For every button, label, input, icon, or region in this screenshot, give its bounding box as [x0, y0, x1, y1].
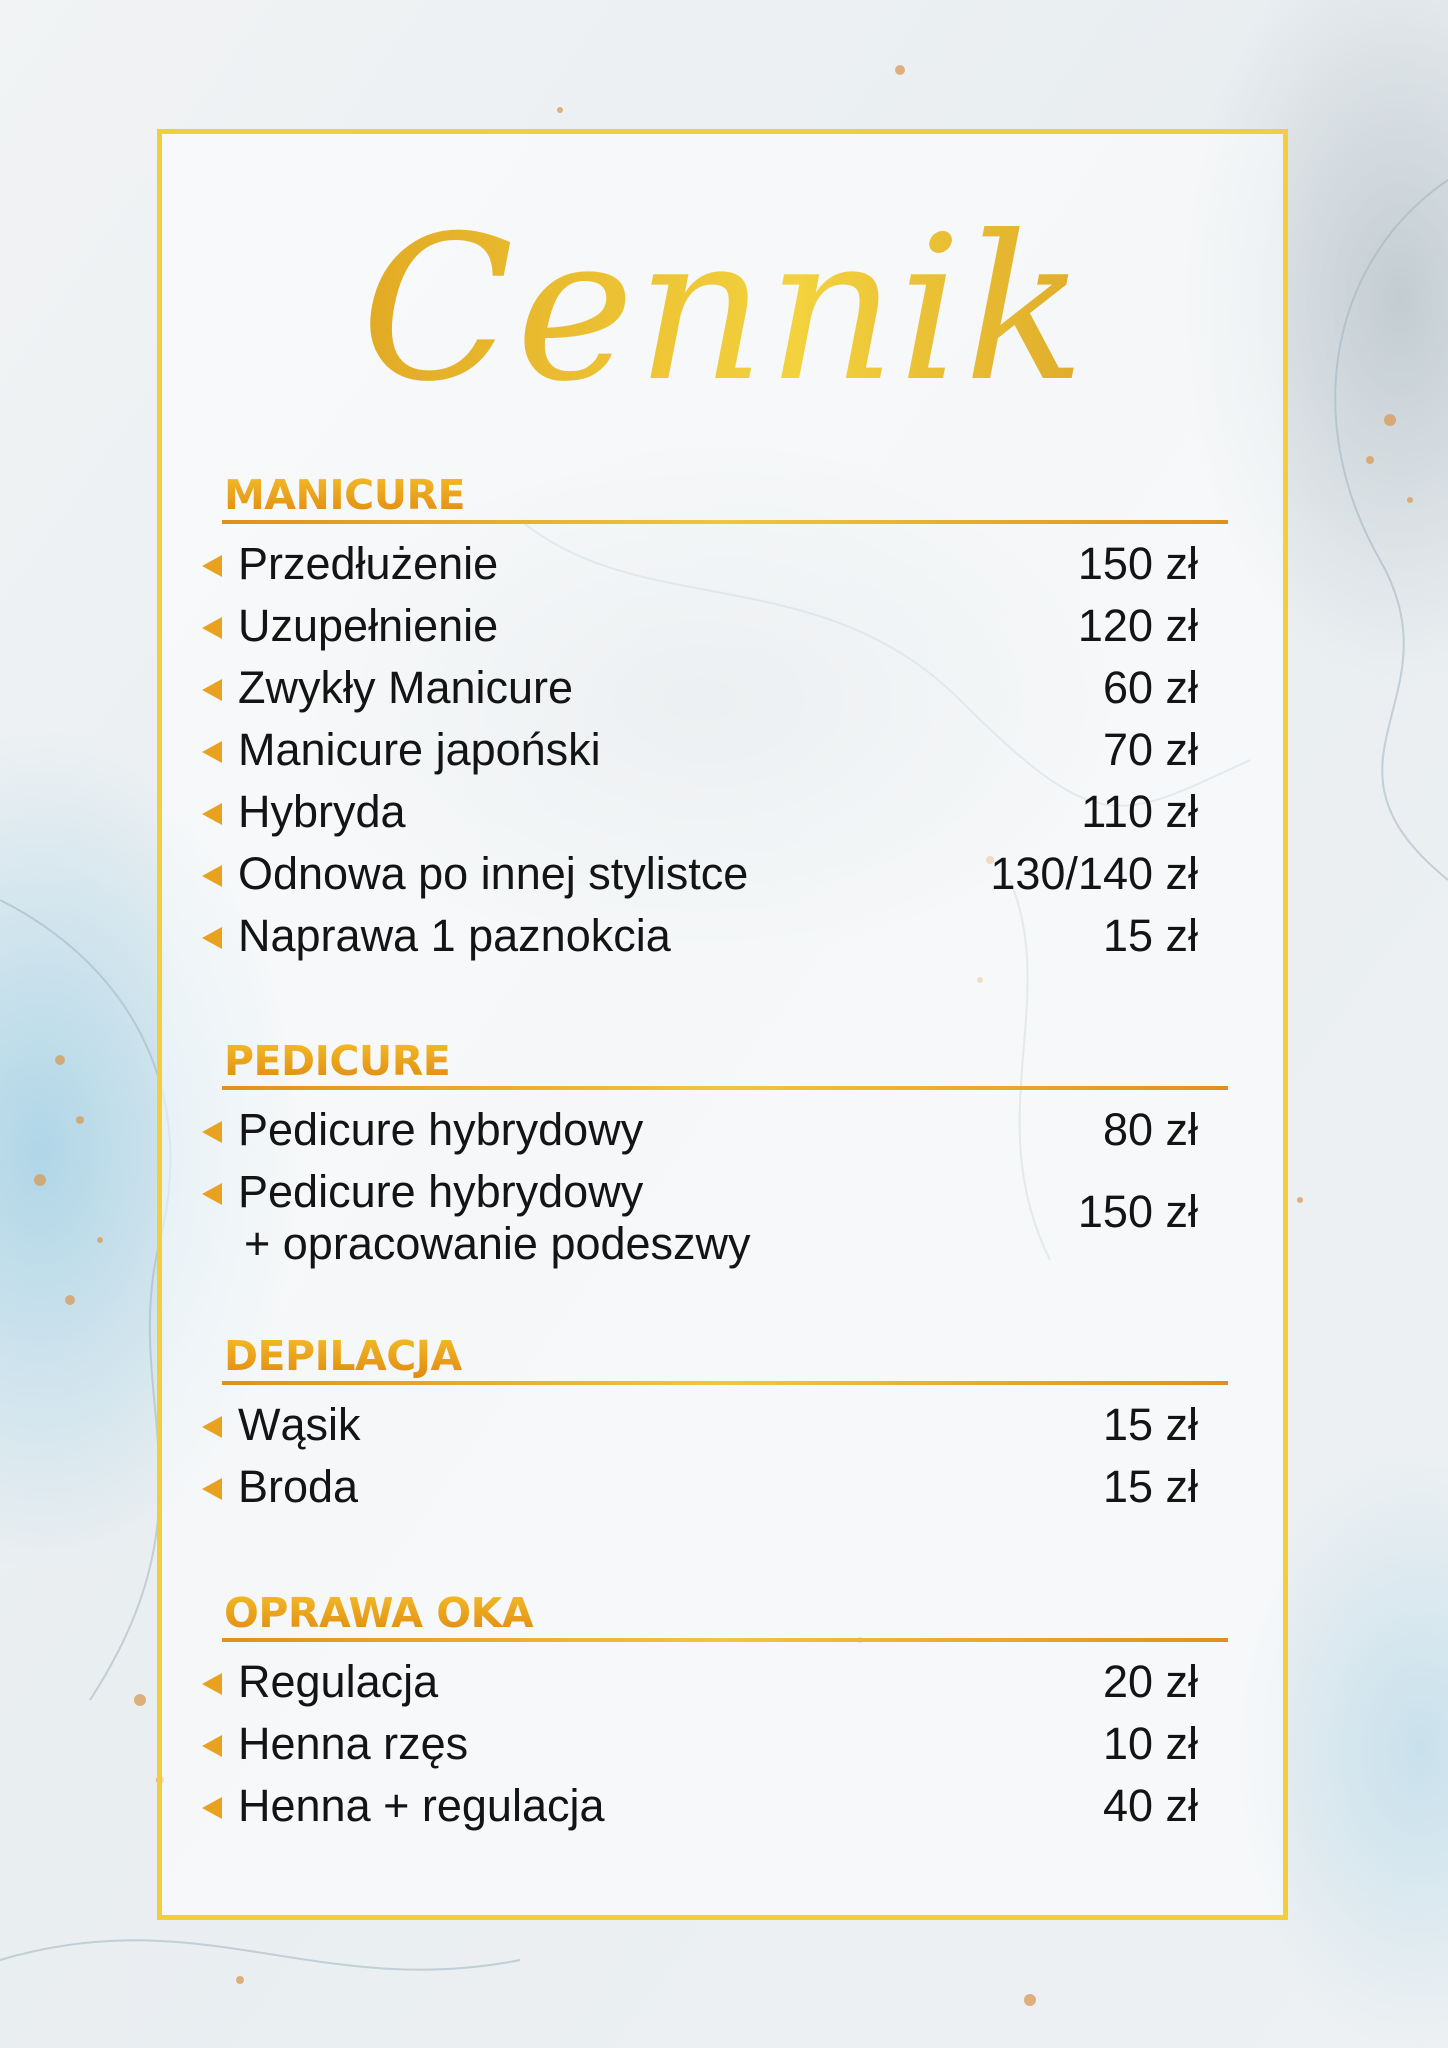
arrow-left-icon	[200, 741, 222, 763]
arrow-left-icon	[200, 1183, 222, 1205]
section-manicure	[200, 470, 1230, 970]
price-row	[200, 536, 1230, 598]
service-price: 70 zł	[1102, 724, 1198, 775]
section-depilacja	[200, 1331, 1230, 1521]
section-title: OPRAWA OKA	[224, 1588, 1230, 1638]
service-name: Broda	[238, 1461, 359, 1512]
service-name: Odnowa po innej stylistce	[238, 848, 749, 899]
service-name: Hybryda	[238, 786, 406, 837]
service-price: 10 zł	[1102, 1718, 1198, 1769]
service-price: 40 zł	[1102, 1780, 1198, 1831]
price-row	[200, 1654, 1230, 1716]
service-name: Henna rzęs	[238, 1718, 469, 1769]
section-oprawa-oka	[200, 1588, 1230, 1840]
price-row	[200, 598, 1230, 660]
service-name: Naprawa 1 paznokcia	[238, 910, 671, 961]
service-name: Uzupełnienie	[238, 600, 499, 651]
arrow-left-icon	[200, 1797, 222, 1819]
service-price: 20 zł	[1102, 1656, 1198, 1707]
service-price: 15 zł	[1102, 1399, 1198, 1450]
service-name-line2: + opracowanie podeszwy	[244, 1218, 751, 1269]
price-row	[200, 846, 1230, 908]
price-row	[200, 784, 1230, 846]
arrow-left-icon	[200, 679, 222, 701]
price-row	[200, 1778, 1230, 1840]
arrow-left-icon	[200, 803, 222, 825]
service-price: 60 zł	[1102, 662, 1198, 713]
section-pedicure	[200, 1036, 1230, 1274]
service-price: 120 zł	[1077, 600, 1198, 651]
section-title: DEPILACJA	[224, 1331, 1230, 1381]
service-price: 150 zł	[1077, 538, 1198, 589]
service-name: Wąsik	[238, 1399, 361, 1450]
service-price: 15 zł	[1102, 910, 1198, 961]
price-row	[200, 908, 1230, 970]
service-name: Regulacja	[238, 1656, 439, 1707]
service-name: Henna + regulacja	[238, 1780, 605, 1831]
service-name-line1: Pedicure hybrydowy	[238, 1166, 644, 1217]
service-price: 130/140 zł	[990, 848, 1198, 899]
arrow-left-icon	[200, 865, 222, 887]
arrow-left-icon	[200, 1416, 222, 1438]
service-name: Manicure japoński	[238, 724, 601, 775]
price-row	[200, 1102, 1230, 1164]
section-title: PEDICURE	[224, 1036, 1230, 1086]
service-price: 150 zł	[1077, 1186, 1198, 1237]
arrow-left-icon	[200, 1121, 222, 1143]
price-row	[200, 1716, 1230, 1778]
price-row	[200, 660, 1230, 722]
service-price: 110 zł	[1081, 786, 1198, 837]
arrow-left-icon	[200, 617, 222, 639]
service-name: Zwykły Manicure	[238, 662, 574, 713]
arrow-left-icon	[200, 1673, 222, 1695]
price-row	[200, 1164, 1230, 1274]
price-row	[200, 1397, 1230, 1459]
section-title: MANICURE	[224, 470, 1230, 520]
price-row	[200, 722, 1230, 784]
arrow-left-icon	[200, 927, 222, 949]
service-name	[238, 1166, 751, 1270]
page-title: Cennik	[0, 200, 1448, 420]
service-name: Przedłużenie	[238, 538, 499, 589]
service-price: 15 zł	[1102, 1461, 1198, 1512]
arrow-left-icon	[200, 1478, 222, 1500]
arrow-left-icon	[200, 1735, 222, 1757]
service-name: Pedicure hybrydowy	[238, 1104, 644, 1155]
arrow-left-icon	[200, 555, 222, 577]
service-price: 80 zł	[1102, 1104, 1198, 1155]
price-row	[200, 1459, 1230, 1521]
